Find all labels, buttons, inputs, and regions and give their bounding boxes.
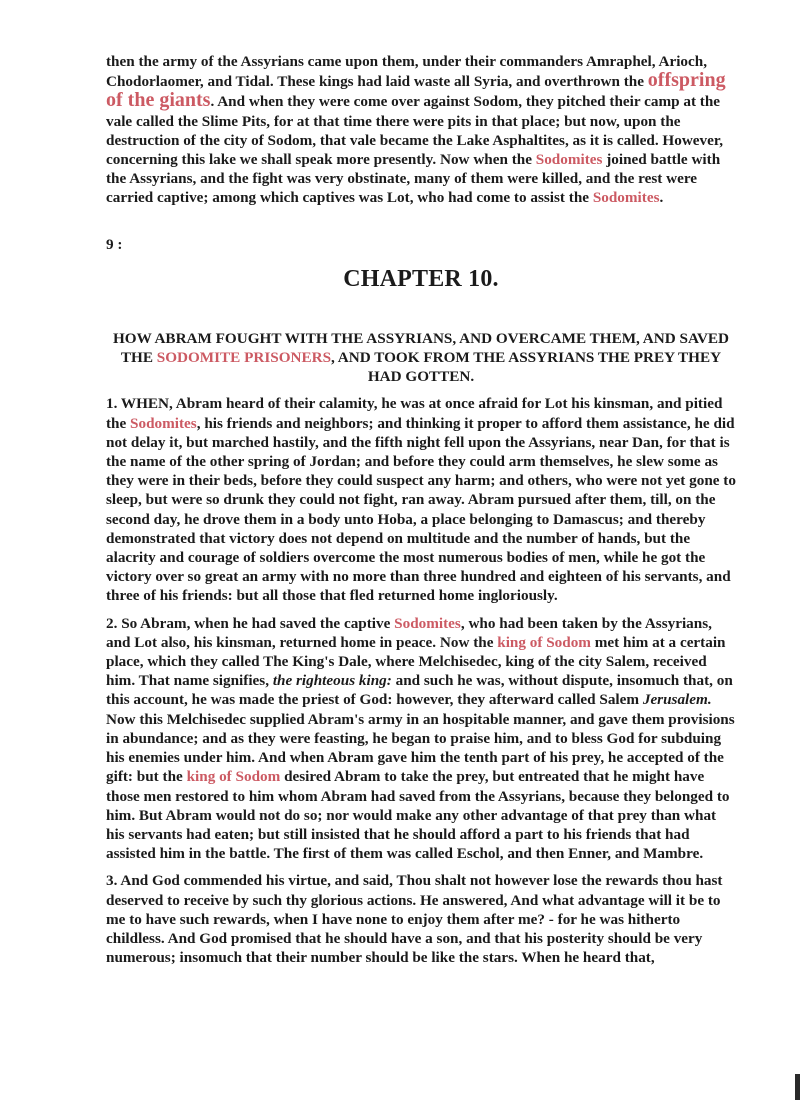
intro-paragraph	[106, 52, 736, 208]
text-run: . And when they were come over against Sodom, they pitched their camp at the vale called the Slime Pits, for at that time there were pits in that place; but now, upon the destruction of the city of Sodom, that vale became the Lake Asphaltites, as it is called. However, concerning this lake we shall speak more presently. Now when the	[106, 93, 724, 169]
text-run: desired Abram to take the prey, but entreated that he might have those men restored to him whom Abram had saved from the Assyrians, because they belonged to him. But Abram would not do so; nor would make any other advantage of that prey than what his servants had eaten; but still insisted that he should afford a part to his friends that had assisted him in the battle. The first of them was called Eschol, and then Enner, and Mambre.	[106, 768, 730, 863]
text-run: 2. So Abram, when he had saved the captive	[106, 614, 395, 632]
highlight-sodomite-prisoners: SODOMITE PRISONERS	[156, 349, 332, 367]
chapter-title: CHAPTER 10.	[343, 265, 499, 292]
text-run: .	[659, 189, 664, 207]
highlight-king-of-sodom: king of Sodom	[186, 768, 281, 786]
text-run: 1. WHEN, Abram heard of their calamity, he was at once afraid for Lot his kinsman, and pitied the	[106, 395, 723, 432]
document-page	[106, 52, 736, 967]
highlight-sodomites: Sodomites	[394, 614, 461, 632]
highlight-giants: offspring of the giants	[106, 69, 726, 112]
text-run: HOW ABRAM FOUGHT WITH THE ASSYRIANS, AND OVERCAME THEM, AND SAVED THE	[112, 329, 730, 367]
text-run: , AND TOOK FROM THE ASSYRIANS THE PREY THEY HAD GOTTEN.	[331, 349, 722, 386]
text-run: joined battle with the Assyrians, and the fight was very obstinate, many of them were killed, and the rest were carried captive; among which captives was Lot, who had come to assist the	[106, 151, 721, 207]
highlight-sodomites: Sodomites	[592, 189, 660, 207]
highlight-sodomites: Sodomites	[130, 414, 197, 432]
chapter-subtitle	[106, 329, 736, 387]
text-run: met him at a certain place, which they called The King's Dale, where Melchisedec, king of the city Salem, received him. That name signifies,	[106, 633, 726, 690]
scan-edge-mark	[795, 1074, 800, 1100]
text-run: , his friends and neighbors; and thinking it proper to afford them assistance, he did not delay it, but marched hastily, and the fifth night fell upon the Assyrians, near Dan, for that is the name of the other spring of Jordan; and before they could arm themselves, he slew some as they were in their beds, before they could suspect any harm; and others, who were not yet gone to sleep, but were so drunk they could not fight, ran away. Abram pursued after them, till, on the second day, he drove them in a body unto Hoba, a place belonging to Damascus; and thereby demonstrated that victory does not depend on multitude and the number of hands, but the alacrity and courage of soldiers overcome the most numerous bodies of men, while he got the victory over so great an army with no more than three hundred and eighteen of his servants, and three of his friends: but all those that fled returned home ingloriously.	[106, 414, 736, 605]
paragraph-1	[106, 394, 736, 605]
text-run: and such he was, without dispute, insomuch that, on this account, he was made the priest of God: however, they afterward called Salem	[106, 672, 733, 709]
text-run: Now this Melchisedec supplied Abram's army in an hospitable manner, and gave them provisions in abundance; and as they were feasting, he began to praise him, and to bless God for subduing his enemies under him. And when Abram gave him the tenth part of his prey, he accepted of the gift: but the	[106, 710, 735, 786]
text-run: , who had been taken by the Assyrians, and Lot also, his kinsman, returned home in peace. Now the	[106, 614, 712, 651]
paragraph-3: 3. And God commended his virtue, and said, Thou shalt not however lose the rewards thou hast deserved to receive by such thy glorious actions. He answered, And what advantage will it be to me to have such rewards, when I have none to enjoy them after me? - for he was hitherto childless. And God promised that he should have a son, and that his posterity should be very numerous; insomuch that their number should be like the stars. When he heard that,	[106, 872, 723, 967]
highlight-sodomites: Sodomites	[535, 151, 603, 169]
paragraph-2	[106, 614, 736, 864]
italic-jerusalem: Jerusalem.	[642, 691, 712, 709]
verse-marker: 9 :	[106, 235, 123, 253]
highlight-king-of-sodom: king of Sodom	[497, 633, 591, 651]
text-run: then the army of the Assyrians came upon them, under their commanders Amraphel, Arioch, Chodorlaomer, and Tidal. These kings had laid waste all Syria, and overthrown the	[106, 53, 708, 91]
italic-righteous-king: the righteous king:	[272, 672, 392, 690]
